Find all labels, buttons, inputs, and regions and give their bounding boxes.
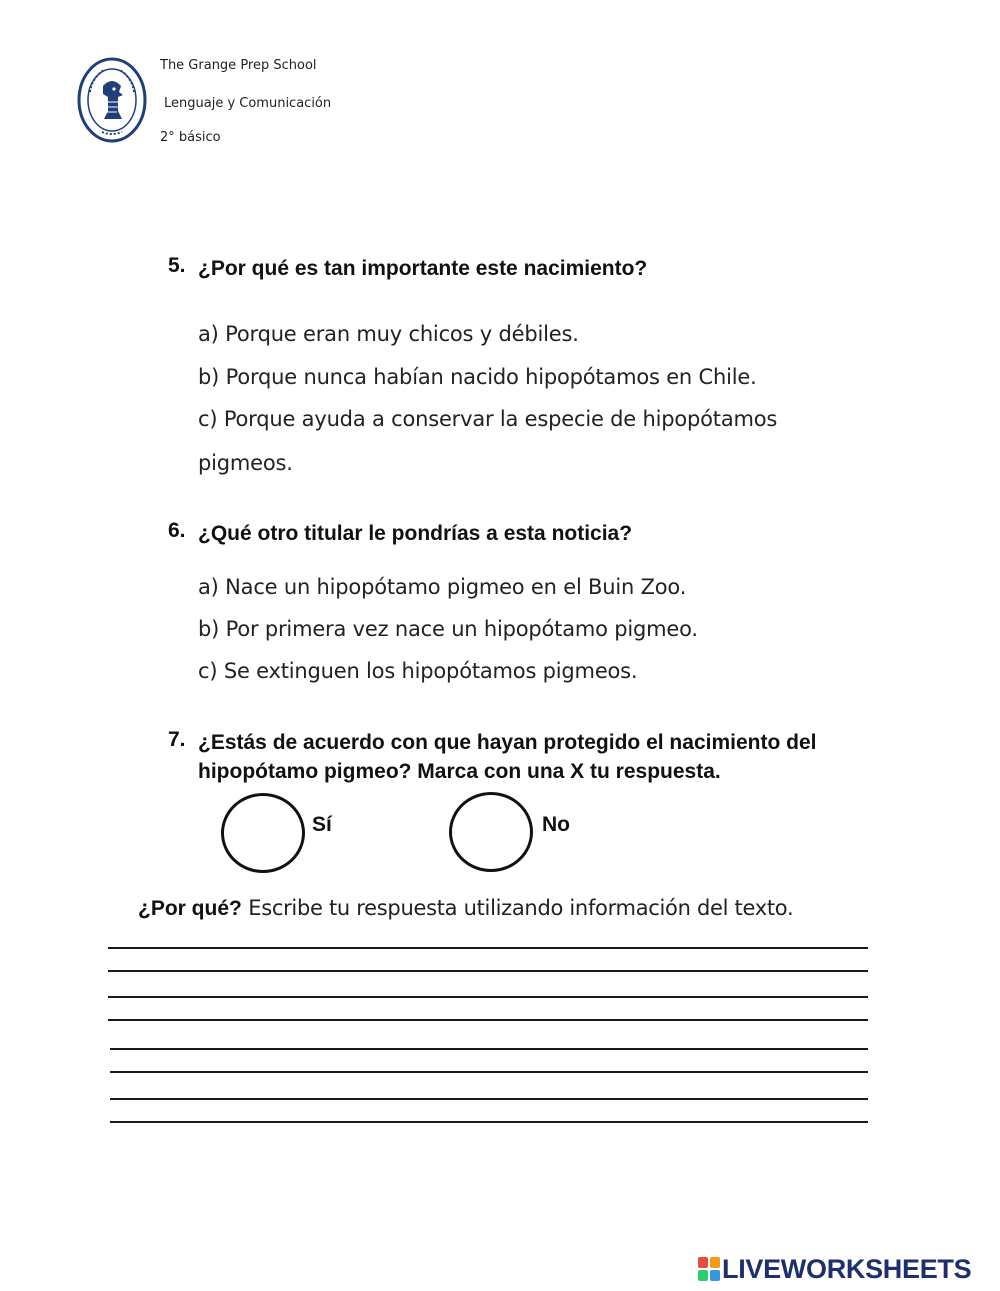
why-prompt: [138, 896, 793, 921]
liveworksheets-brand: [698, 1254, 994, 1286]
answer-line[interactable]: [110, 1071, 868, 1073]
answer-line[interactable]: [110, 1048, 868, 1050]
answer-line[interactable]: [110, 1121, 868, 1123]
answer-line[interactable]: [108, 996, 868, 998]
answer-line[interactable]: [108, 970, 868, 972]
question-5-option-c[interactable]: c) Porque ayuda a conservar la especie de hipopótamos: [198, 407, 778, 431]
answer-yes-label: Sí: [312, 813, 332, 836]
grade-level: 2° básico: [160, 130, 221, 145]
subject-name: Lenguaje y Comunicación: [164, 96, 332, 111]
question-7-text: ¿Estás de acuerdo con que hayan protegido el nacimiento del hipopótamo pigmeo? Marca con una X tu respuesta.: [198, 731, 817, 783]
liveworksheets-wordmark: LIVEWORKSHEETS: [722, 1254, 972, 1284]
question-5-option-b[interactable]: b) Porque nunca habían nacido hipopótamos en Chile.: [198, 365, 757, 389]
why-prompt-instruction: Escribe tu respuesta utilizando información del texto.: [241, 896, 794, 920]
question-5-option-c-continued[interactable]: pigmeos.: [198, 451, 293, 475]
question-5-text: ¿Por qué es tan importante este nacimiento?: [198, 257, 648, 280]
answer-no-label: No: [542, 813, 570, 836]
answer-yes-circle[interactable]: [221, 793, 305, 873]
question-6-option-b[interactable]: b) Por primera vez nace un hipopótamo pigmeo.: [198, 617, 698, 641]
school-crest-logo: [76, 56, 148, 144]
question-6-option-a[interactable]: a) Nace un hipopótamo pigmeo en el Buin Zoo.: [198, 575, 687, 599]
question-5-option-a[interactable]: a) Porque eran muy chicos y débiles.: [198, 322, 579, 346]
liveworksheets-icon: [698, 1257, 720, 1281]
answer-line[interactable]: [110, 1098, 868, 1100]
question-6-option-c[interactable]: c) Se extinguen los hipopótamos pigmeos.: [198, 659, 638, 683]
question-5-number: 5.: [168, 254, 186, 277]
answer-line[interactable]: [108, 1019, 868, 1021]
answer-no-circle[interactable]: [449, 792, 533, 872]
question-6-number: 6.: [168, 519, 186, 542]
question-7-number: 7.: [168, 728, 186, 751]
school-name: The Grange Prep School: [160, 58, 317, 73]
why-prompt-bold: ¿Por qué?: [138, 897, 242, 920]
question-6-text: ¿Qué otro titular le pondrías a esta noticia?: [198, 522, 633, 545]
answer-line[interactable]: [108, 947, 868, 949]
